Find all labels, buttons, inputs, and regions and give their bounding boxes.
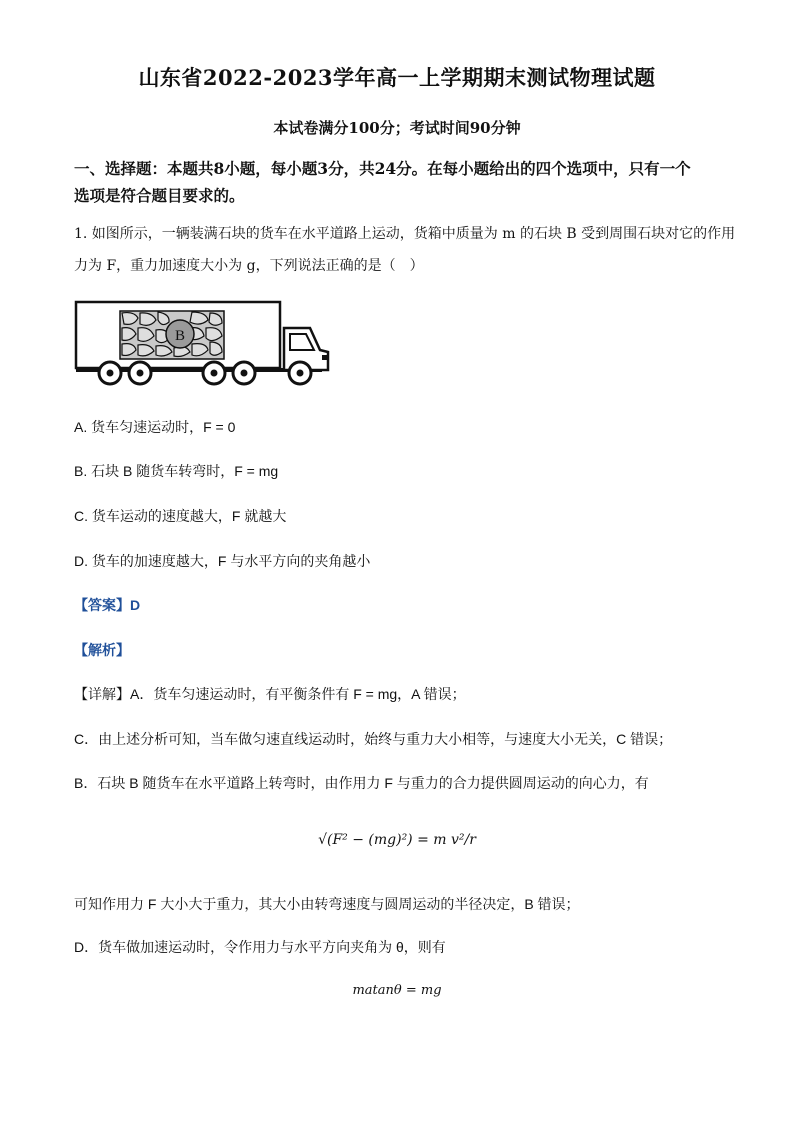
option-c: C. 货车运动的速度越大，F 就越大 (74, 508, 287, 524)
stone-b-label: B (175, 328, 186, 344)
page-title: 山东省2022-2023学年高一上学期期末测试物理试题 (138, 65, 656, 90)
headlight (322, 355, 328, 360)
formula-centripetal: √(F² − (mg)²) = m v²/r (318, 832, 476, 848)
analysis-label: 【解析】 (74, 642, 130, 658)
analysis-line: D．货车做加速运动时，令作用力与水平方向夹角为 θ，则有 (74, 939, 446, 955)
question-stem-line2: 力为 F，重力加速度大小为 g，下列说法正确的是（ ） (74, 258, 424, 274)
section-heading-line2: 选项是符合题目要求的。 (74, 186, 245, 205)
option-a: A. 货车匀速运动时，F = 0 (74, 419, 236, 435)
analysis-line: C．由上述分析可知，当车做匀速直线运动时，始终与重力大小相等，与速度大小无关，C 错误； (74, 731, 673, 747)
truck-figure (72, 298, 334, 388)
analysis-line: 【详解】A．货车匀速运动时，有平衡条件有 F = mg，A 错误； (74, 686, 466, 702)
option-d: D. 货车的加速度越大，F 与水平方向的夹角越小 (74, 553, 371, 569)
question-stem-line1: 1. 如图所示，一辆装满石块的货车在水平道路上运动，货箱中质量为 m 的石块 B 受到周围石块对它的作用 (74, 226, 736, 242)
section-heading-line1: 一、选择题：本题共8小题，每小题3分，共24分。在每小题给出的四个选项中，只有一个 (74, 159, 691, 178)
formula-acceleration: matanθ = mg (352, 983, 442, 998)
analysis-line: B．石块 B 随货车在水平道路上转弯时，由作用力 F 与重力的合力提供圆周运动的向心力，有 (74, 775, 649, 791)
answer-label: 【答案】D (74, 597, 141, 613)
exam-info: 本试卷满分100分；考试时间90分钟 (273, 119, 521, 137)
analysis-line: 可知作用力 F 大小大于重力，其大小由转弯速度与圆周运动的半径决定，B 错误； (74, 896, 580, 912)
option-b: B. 石块 B 随货车转弯时，F = mg (74, 463, 279, 479)
